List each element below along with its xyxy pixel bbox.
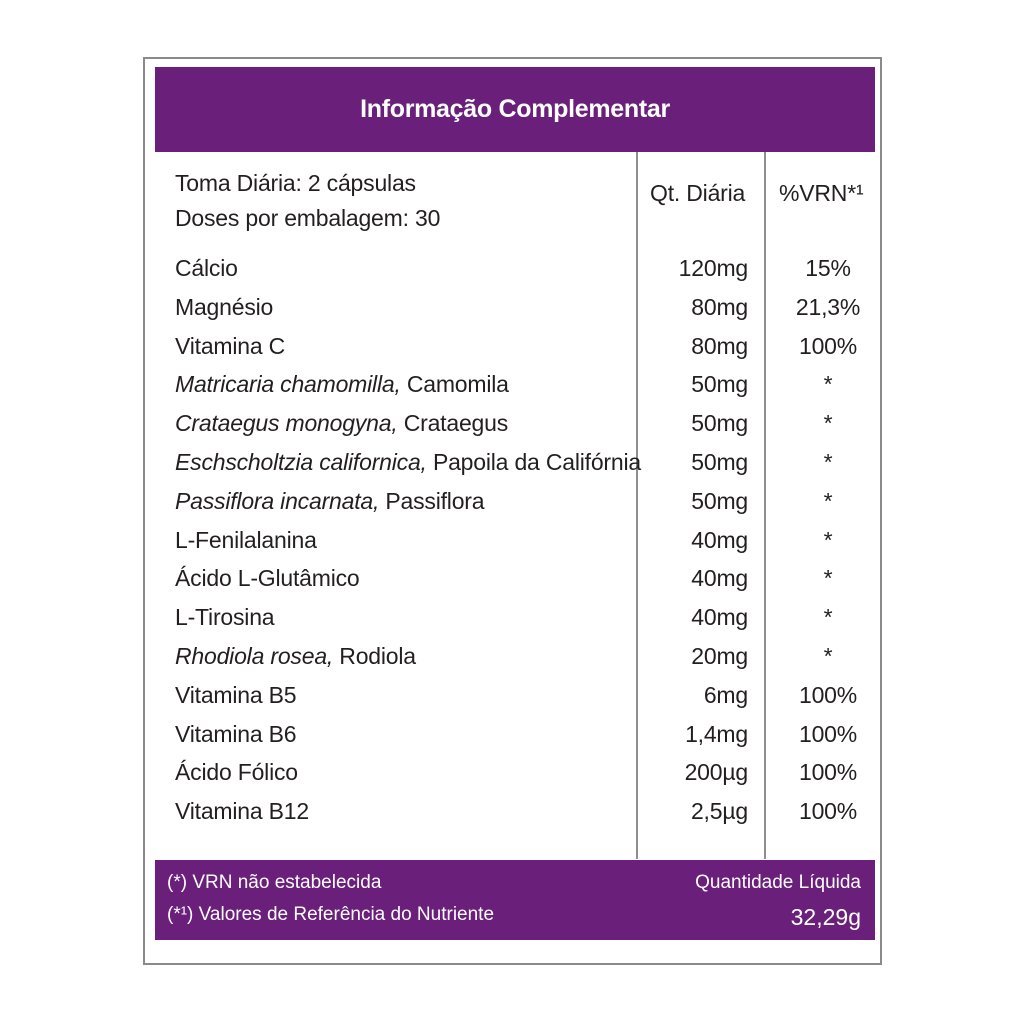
nutrient-name [175, 759, 298, 786]
nutrient-name [175, 294, 273, 321]
table-row [0, 565, 1024, 595]
nutrient-vrn-percent: * [823, 565, 833, 592]
nutrient-vrn-percent: 100% [798, 332, 858, 359]
nutrient-daily-quantity: 200µg [684, 759, 748, 786]
daily-dose-text: Toma Diária: 2 cápsulas [175, 170, 416, 196]
table-row [0, 410, 1024, 440]
table-row [0, 759, 1024, 789]
column-header-qty: Qt. Diária [650, 180, 746, 206]
nutrient-common-name: L-Tirosina [175, 604, 275, 631]
nutrient-vrn-percent: 100% [798, 798, 858, 825]
nutrient-name [175, 449, 641, 476]
nutrient-daily-quantity: 6mg [703, 681, 748, 708]
nutrient-common-name: L-Fenilalanina [175, 526, 317, 553]
table-row [0, 682, 1024, 712]
nutrient-daily-quantity: 20mg [691, 643, 748, 669]
doses-per-pack-text: Doses por embalagem: 30 [175, 205, 441, 231]
nutrient-daily-quantity: 50mg [691, 487, 748, 514]
nutrient-name [175, 488, 484, 515]
table-row [0, 643, 1024, 673]
nutrient-latin-name: Passiflora incarnata, [175, 487, 380, 514]
nutrient-vrn-percent: 15% [805, 255, 851, 281]
table-row [0, 798, 1024, 828]
table-row [0, 721, 1024, 751]
table-row [0, 449, 1024, 479]
column-header-vrn: %VRN*¹ [779, 180, 864, 206]
nutrient-vrn-percent: 100% [798, 759, 858, 786]
nutrient-name [175, 255, 238, 282]
nutrient-daily-quantity: 80mg [691, 293, 748, 320]
table-row [0, 294, 1024, 324]
nutrient-common-name: Vitamina C [175, 332, 286, 359]
table-header [155, 67, 875, 152]
table-row [0, 488, 1024, 518]
nutrient-common-name: Vitamina B12 [175, 798, 309, 825]
nutrient-common-name: Passiflora [379, 487, 485, 514]
nutrient-name [175, 371, 509, 398]
footnote-vrn-definition: (*¹) Valores de Referência do Nutriente [167, 904, 495, 925]
net-quantity-value: 32,29g [790, 904, 861, 930]
footnote-vrn-not-established: (*) VRN não estabelecida [167, 872, 382, 893]
nutrient-daily-quantity: 40mg [691, 604, 748, 631]
nutrient-name [175, 682, 296, 709]
nutrient-daily-quantity: 80mg [691, 332, 748, 359]
nutrient-common-name: Cálcio [175, 255, 238, 281]
nutrient-latin-name: Rhodiola rosea, [175, 643, 334, 669]
nutrient-daily-quantity: 40mg [691, 565, 748, 592]
table-row [0, 371, 1024, 401]
nutrient-vrn-percent: * [823, 526, 833, 553]
nutrient-daily-quantity: 50mg [691, 410, 748, 437]
nutrient-name [175, 410, 508, 437]
nutrient-common-name: Rodiola [333, 643, 416, 669]
nutrient-daily-quantity: 50mg [691, 449, 748, 475]
nutrient-name [175, 798, 309, 825]
nutrient-name [175, 604, 274, 631]
nutrient-vrn-percent: * [823, 371, 833, 398]
nutrient-daily-quantity: 2,5µg [690, 798, 748, 825]
net-quantity-label: Quantidade Líquida [695, 872, 861, 893]
nutrient-vrn-percent: 21,3% [795, 293, 861, 320]
table-footer [155, 860, 875, 940]
nutrient-name [175, 721, 296, 748]
nutrient-vrn-percent: * [823, 487, 833, 514]
nutrient-vrn-percent: 100% [798, 720, 858, 747]
nutrient-common-name: Papoila da Califórnia [426, 449, 641, 475]
table-row [0, 604, 1024, 634]
nutrient-vrn-percent: * [823, 604, 833, 631]
table-row [0, 255, 1024, 285]
nutrient-vrn-percent: * [823, 643, 833, 669]
nutrient-latin-name: Eschscholtzia californica, [175, 449, 427, 475]
nutrient-name [175, 333, 285, 360]
nutrient-latin-name: Matricaria chamomilla, [175, 371, 401, 398]
nutrient-name [175, 643, 416, 670]
nutrient-common-name: Magnésio [175, 293, 274, 320]
nutrient-vrn-percent: * [823, 410, 833, 437]
nutrient-common-name: Camomila [400, 371, 509, 398]
nutrient-name [175, 527, 317, 554]
nutrient-name [175, 565, 360, 592]
nutrient-latin-name: Crataegus monogyna, [175, 410, 398, 437]
nutrient-vrn-percent: * [823, 449, 833, 475]
nutrient-vrn-percent: 100% [798, 681, 858, 708]
table-row [0, 527, 1024, 557]
nutrient-common-name: Vitamina B6 [175, 720, 297, 747]
nutrient-daily-quantity: 1,4mg [685, 720, 748, 747]
nutrient-daily-quantity: 50mg [691, 371, 748, 398]
table-title: Informação Complementar [360, 95, 670, 123]
nutrient-common-name: Vitamina B5 [175, 681, 297, 708]
table-row [0, 333, 1024, 363]
nutrient-daily-quantity: 40mg [691, 526, 748, 553]
nutrient-daily-quantity: 120mg [678, 255, 748, 281]
nutrient-common-name: Ácido L-Glutâmico [175, 565, 360, 592]
nutrient-common-name: Crataegus [397, 410, 509, 437]
nutrient-common-name: Ácido Fólico [175, 759, 298, 786]
